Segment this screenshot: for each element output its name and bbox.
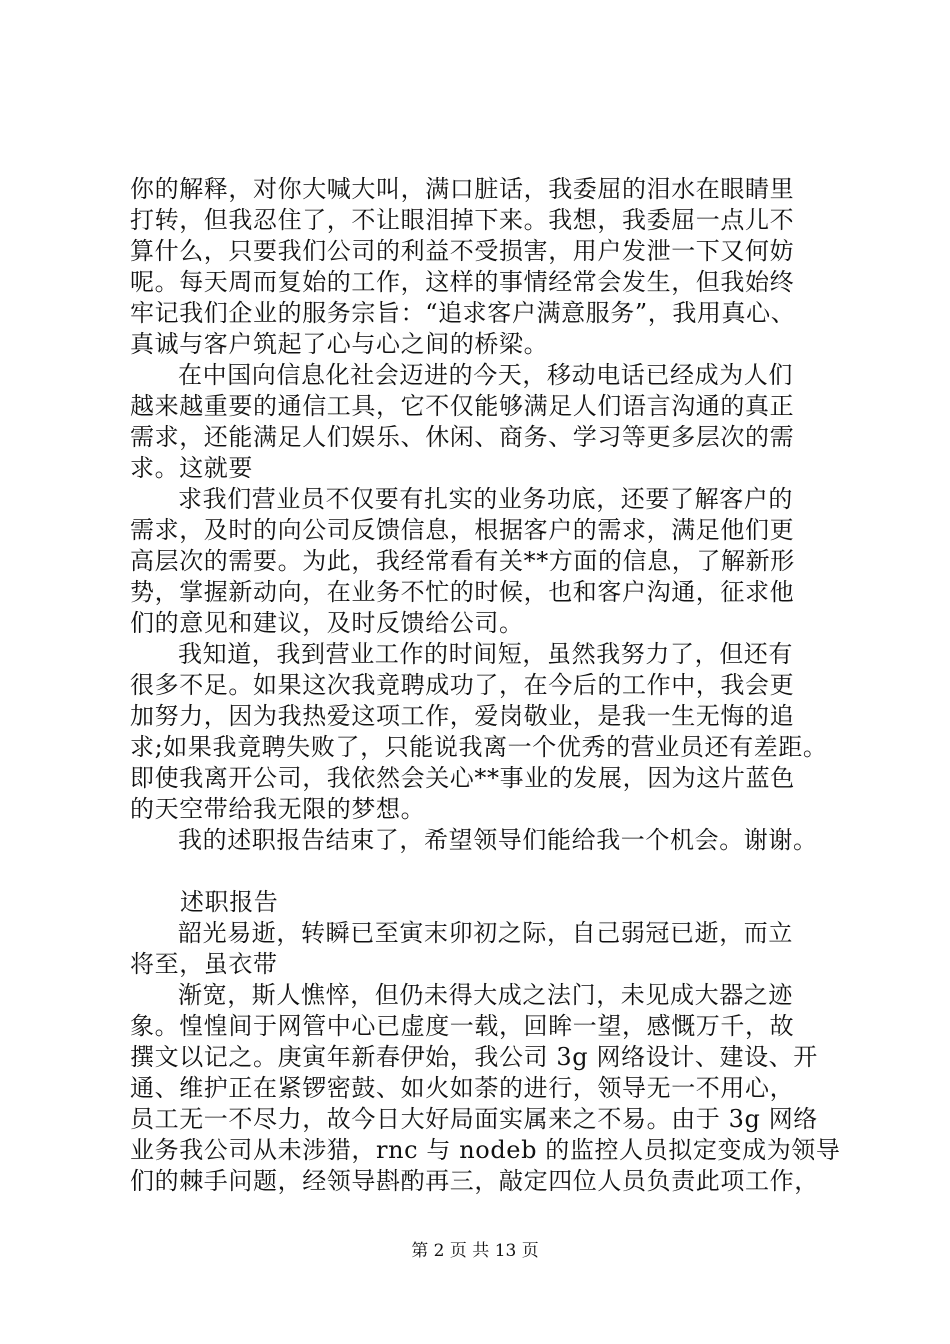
text-line: 渐宽，斯人憔悴，但仍未得大成之法门，未见成大器之迹 [178, 981, 793, 1009]
text-line: 求我们营业员不仅要有扎实的业务功底，还要了解客户的 [178, 485, 793, 513]
text-line: 高层次的需要。为此，我经常看有关**方面的信息，了解新形 [130, 547, 795, 575]
page-footer: 第 2 页 共 13 页 [411, 1241, 539, 1261]
text-line: 通、维护正在紧锣密鼓、如火如荼的进行，领导无一不用心， [130, 1074, 795, 1102]
text-line: 撰文以记之。庚寅年新春伊始，我公司 3g 网络设计、建设、开 [130, 1043, 818, 1071]
text-line: 我的述职报告结束了，希望领导们能给我一个机会。谢谢。 [178, 826, 818, 854]
text-line: 牢记我们企业的服务宗旨：“追求客户满意服务”，我用真心、 [130, 299, 796, 327]
text-line: 将至，虽衣带 [130, 950, 278, 978]
text-line: 算什么，只要我们公司的利益不受损害，用户发泄一下又何妨 [130, 237, 795, 265]
text-line: 越来越重要的通信工具，它不仅能够满足人们语言沟通的真正 [130, 392, 795, 420]
text-line: 们的棘手问题，经领导斟酌再三，敲定四位人员负责此项工作， [130, 1167, 819, 1195]
text-line: 很多不足。如果这次我竟聘成功了，在今后的工作中，我会更 [130, 671, 795, 699]
text-line: 加努力，因为我热爱这项工作，爱岗敬业，是我一生无悔的追 [130, 702, 795, 730]
text-line: 员工无一不尽力，故今日大好局面实属来之不易。由于 3g 网络 [130, 1105, 818, 1133]
section-heading: 述职报告 [180, 888, 279, 916]
text-line: 们的意见和建议，及时反馈给公司。 [130, 609, 524, 637]
text-line: 真诚与客户筑起了心与心之间的桥梁。 [130, 330, 549, 358]
text-line: 业务我公司从未涉猎，rnc 与 nodeb 的监控人员拟定变成为领导 [130, 1136, 841, 1164]
text-line: 求;如果我竟聘失败了，只能说我离一个优秀的营业员还有差距。 [130, 733, 828, 761]
text-line: 你的解释，对你大喊大叫，满口脏话，我委屈的泪水在眼睛里 [130, 175, 795, 203]
document-body [130, 174, 841, 1197]
text-line: 需求，及时的向公司反馈信息，根据客户的需求，满足他们更 [130, 516, 795, 544]
text-line: 韶光易逝，转瞬已至寅末卯初之际，自己弱冠已逝，而立 [178, 919, 793, 947]
text-line: 呢。每天周而复始的工作，这样的事情经常会发生，但我始终 [130, 268, 795, 296]
text-line: 的天空带给我无限的梦想。 [130, 795, 426, 823]
text-line: 势，掌握新动向，在业务不忙的时候，也和客户沟通，征求他 [130, 578, 795, 606]
text-line: 在中国向信息化社会迈进的今天，移动电话已经成为人们 [178, 361, 793, 389]
blank-line [130, 856, 830, 887]
text-line: 象。惶惶间于网管中心已虚度一载，回眸一望，感慨万千，故 [130, 1012, 795, 1040]
text-line: 需求，还能满足人们娱乐、休闲、商务、学习等更多层次的需 [130, 423, 795, 451]
text-line: 打转，但我忍住了，不让眼泪掉下来。我想，我委屈一点儿不 [130, 206, 795, 234]
text-line: 我知道，我到营业工作的时间短，虽然我努力了，但还有 [178, 640, 793, 668]
text-line: 即使我离开公司，我依然会关心**事业的发展，因为这片蓝色 [130, 764, 795, 792]
text-line: 求。这就要 [130, 454, 253, 482]
